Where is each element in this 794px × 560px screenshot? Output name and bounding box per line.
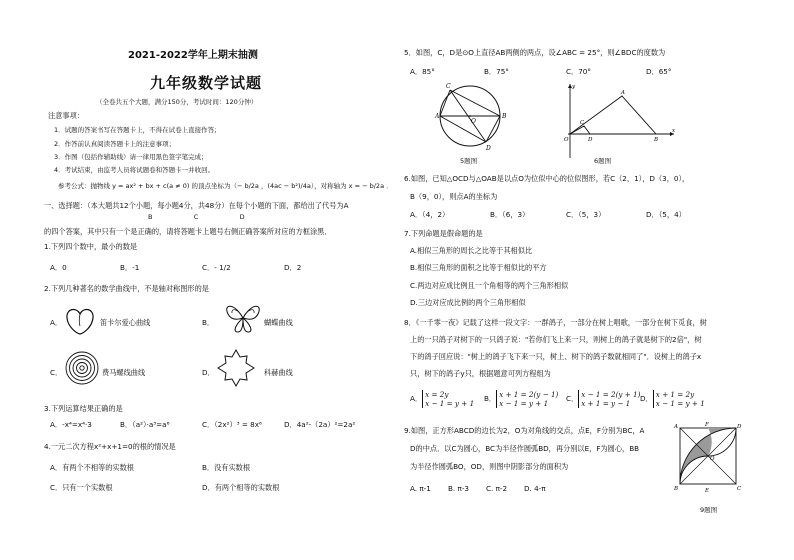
q6-stem-line1: 6.如图，已知△OCD与△OAB是以点O为位似中心的位似图形，若C（2，1），D（3，0）， [404,174,690,183]
fermat-spiral-figure [64,350,100,386]
q6-option-b: B．（6，3） [490,210,530,219]
q3-option-c: C．（2x²）³ = 8x⁶ [202,420,262,429]
svg-text:D: D [588,137,593,143]
notice-item-2: 2．作答前认真阅读答题卡上的注意事项； [54,140,176,148]
notice-item-3: 3．作图（包括作辅助线）请一律用黑色签字笔完成； [54,153,208,161]
q8-option-b: B． x + 1 = 2(y − 1) x − 1 = y + 1 [484,390,559,408]
koch-curve-figure [216,348,256,388]
q8-option-a: A． x = 2y x − 1 = y + 1 [410,390,475,408]
section1-intro-line2: 的四个答案，其中只有一个是正确的，请将答题卡上题号右侧正确答案所对应的方框涂黑． [44,227,332,236]
q7-option-a: A.相似三角形的周长之比等于其相似比 [410,246,533,255]
q8-option-a-system: x = 2y x − 1 = y + 1 [422,390,474,408]
svg-text:O: O [471,118,476,125]
q2-option-b-label: 蝴蝶曲线 [264,318,293,327]
svg-text:C: C [580,120,585,126]
q7-option-d: D.三边对应成比例的两个三角形相似 [410,298,526,307]
svg-text:D: D [737,424,742,430]
q2-stem: 2.下列几种著名的数学曲线中，不是轴对称图形的是 [44,284,209,293]
q8-stem-line3: 下的鸽子回应说："树上的鸽子飞下来一只，树上、树下的鸽子数就相同了"．设树上的鸽子x [410,352,702,361]
svg-text:E: E [705,488,710,494]
q8-option-c-system: x − 1 = 2(y + 1) x + 1 = y − 1 [578,390,640,408]
q3-stem: 3.下列运算结果正确的是 [44,404,123,413]
svg-text:B: B [674,486,679,492]
q1-stem: 1.下列四个数中，最小的数是 [44,242,138,251]
q1-option-b: B．-1 [120,263,140,272]
exam-title: 2021-2022学年上期末抽测 [128,50,258,61]
q6-option-c: C．（5，3） [566,210,606,219]
q9-stem-line3: 为半径作圆弧BO，OD，则图中阴影部分的面积为 [410,462,569,471]
q9-stem-line1: 9.如图，正方形ABCD的边长为2，O为对角线的交点，点E，F分别为BC，A [404,426,645,435]
figure-9-caption: 9题图 [700,506,718,514]
q8-stem-line1: 8．《一千零一夜》记载了这样一段文字：一群鸽子，一部分在树上唱歌，一部分在树下觅食，树 [404,318,707,327]
q2-option-d-label: 科赫曲线 [264,368,293,377]
svg-text:B: B [654,137,659,143]
q5-option-d: D．65° [646,67,672,76]
q5-stem: 5．如图，C，D是⊙O上直径AB两侧的两点，设∠ABC = 25°，则∠BDC的度数为 [404,48,666,57]
q3-option-a: A．-x⁴=x⁴·3 [50,420,92,429]
q8-option-b-system: x + 1 = 2(y − 1) x − 1 = y + 1 [496,390,558,408]
q5-option-b: B．75° [484,67,509,76]
q8-stem-line4: 只，树下的鸽子y只，根据题意可列方程组为 [410,369,551,378]
q1-option-a: A．0 [50,263,67,272]
q3-option-b: B．（a²）·a³=a⁶ [120,420,170,429]
q2-option-d-letter: D． [202,368,215,377]
svg-text:y: y [572,84,576,90]
q5-option-c: C．70° [566,67,591,76]
q7-option-b: B.相似三角形的面积之比等于相似比的平方 [410,263,547,272]
q4-option-a: A．有两个不相等的实数根 [50,463,134,472]
exam-note: （全卷共五个大题，满分150分，考试时间：120分钟） [96,98,258,106]
svg-text:D: D [486,145,491,152]
svg-text:A: A [674,424,678,430]
figure-9-square-diagram [672,420,742,496]
figure-6-coordinate-diagram [560,80,680,160]
q9-option-a: A. π-1 [410,484,431,493]
section1-intro-line1: 一、选择题：（本大题共12个小题，每小题4分，共48分）在每个小题的下面，都给出了代号为A [44,201,349,210]
butterfly-curve-figure [222,300,264,336]
q3-option-d: D．4a²-（2a）²=2a² [284,420,356,429]
q8-option-d-system: x + 1 = 2y x − 1 = y + 1 [653,390,705,408]
q9-option-d: D. 4-π [524,484,546,493]
q9-option-c: C. π-2 [486,484,508,493]
figure-5-circle-diagram [430,78,510,158]
svg-text:O: O [564,137,569,143]
q4-option-d: D．有两个相等的实数根 [202,483,280,492]
q1-option-d: D．2 [284,263,302,272]
q1-option-c: C．- 1/2 [202,263,231,272]
svg-text:C: C [446,83,451,90]
figure-6-caption: 6题图 [594,157,612,165]
subject-title: 九年级数学试题 [150,74,263,92]
q9-stem-line2: D的中点．以C为圆心，BC为半径作圆弧BD，再分别以E，F为圆心，BB [410,444,640,453]
svg-text:C: C [737,486,742,492]
svg-text:B: B [502,113,507,120]
svg-text:F: F [705,422,709,428]
q2-option-a-letter: A． [50,318,63,327]
notice-item-1: 1．试题的答案书写在答题卡上，不得在试卷上直接作答； [54,126,221,134]
q8-option-c: C． x − 1 = 2(y + 1) x + 1 = y − 1 [566,390,641,408]
svg-text:A: A [435,113,440,120]
q2-option-c-letter: C． [50,368,63,377]
q6-option-d: D．（5，4） [646,210,686,219]
figure-5-caption: 5题图 [460,157,478,165]
notice-item-4: 4．考试结束，由监考人员将试题卷和答题卡一并收回。 [54,166,215,174]
q7-stem: 7.下列命题是假命题的是 [404,229,483,238]
q5-option-a: A．85° [410,67,435,76]
q2-option-a-label: 笛卡尔爱心曲线 [100,318,151,327]
q9-option-b: B. π-3 [448,484,469,493]
cardioid-curve-figure [64,306,96,336]
q6-stem-line2: B（9，0），则点A的坐标为 [410,192,498,201]
q7-option-c: C.两边对应成比例且一个角相等的两个三角形相似 [410,281,569,290]
section1-letters: B C D [148,213,245,221]
q2-option-b-letter: B． [202,318,215,327]
q4-option-b: B．没有实数根 [202,463,251,472]
q4-option-c: C．只有一个实数根 [50,483,113,492]
svg-text:A: A [621,90,625,96]
q8-option-d: D． x + 1 = 2y x − 1 = y + 1 [640,390,705,408]
q6-option-a: A．（4，2） [410,210,450,219]
q2-option-c-label: 费马螺线曲线 [102,368,146,377]
q4-stem: 4.一元二次方程x²+x+1=0的根的情况是 [44,442,176,451]
q8-stem-line2: 上的一只鸽子对树下的一只鸽子说："若你们飞上来一只，则树上的鸽子就是树下的2倍"，树 [410,335,702,344]
notice-heading: 注意事项： [48,111,84,120]
svg-text:x: x [672,128,676,134]
reference-formula: 参考公式：抛物线 y = ax² + bx + c(a ≠ 0) 的顶点坐标为（− b/2a ，(4ac − b²)/4a），对称轴为 x = − b/2a ． [58,182,393,190]
svg-text:O: O [710,456,715,462]
